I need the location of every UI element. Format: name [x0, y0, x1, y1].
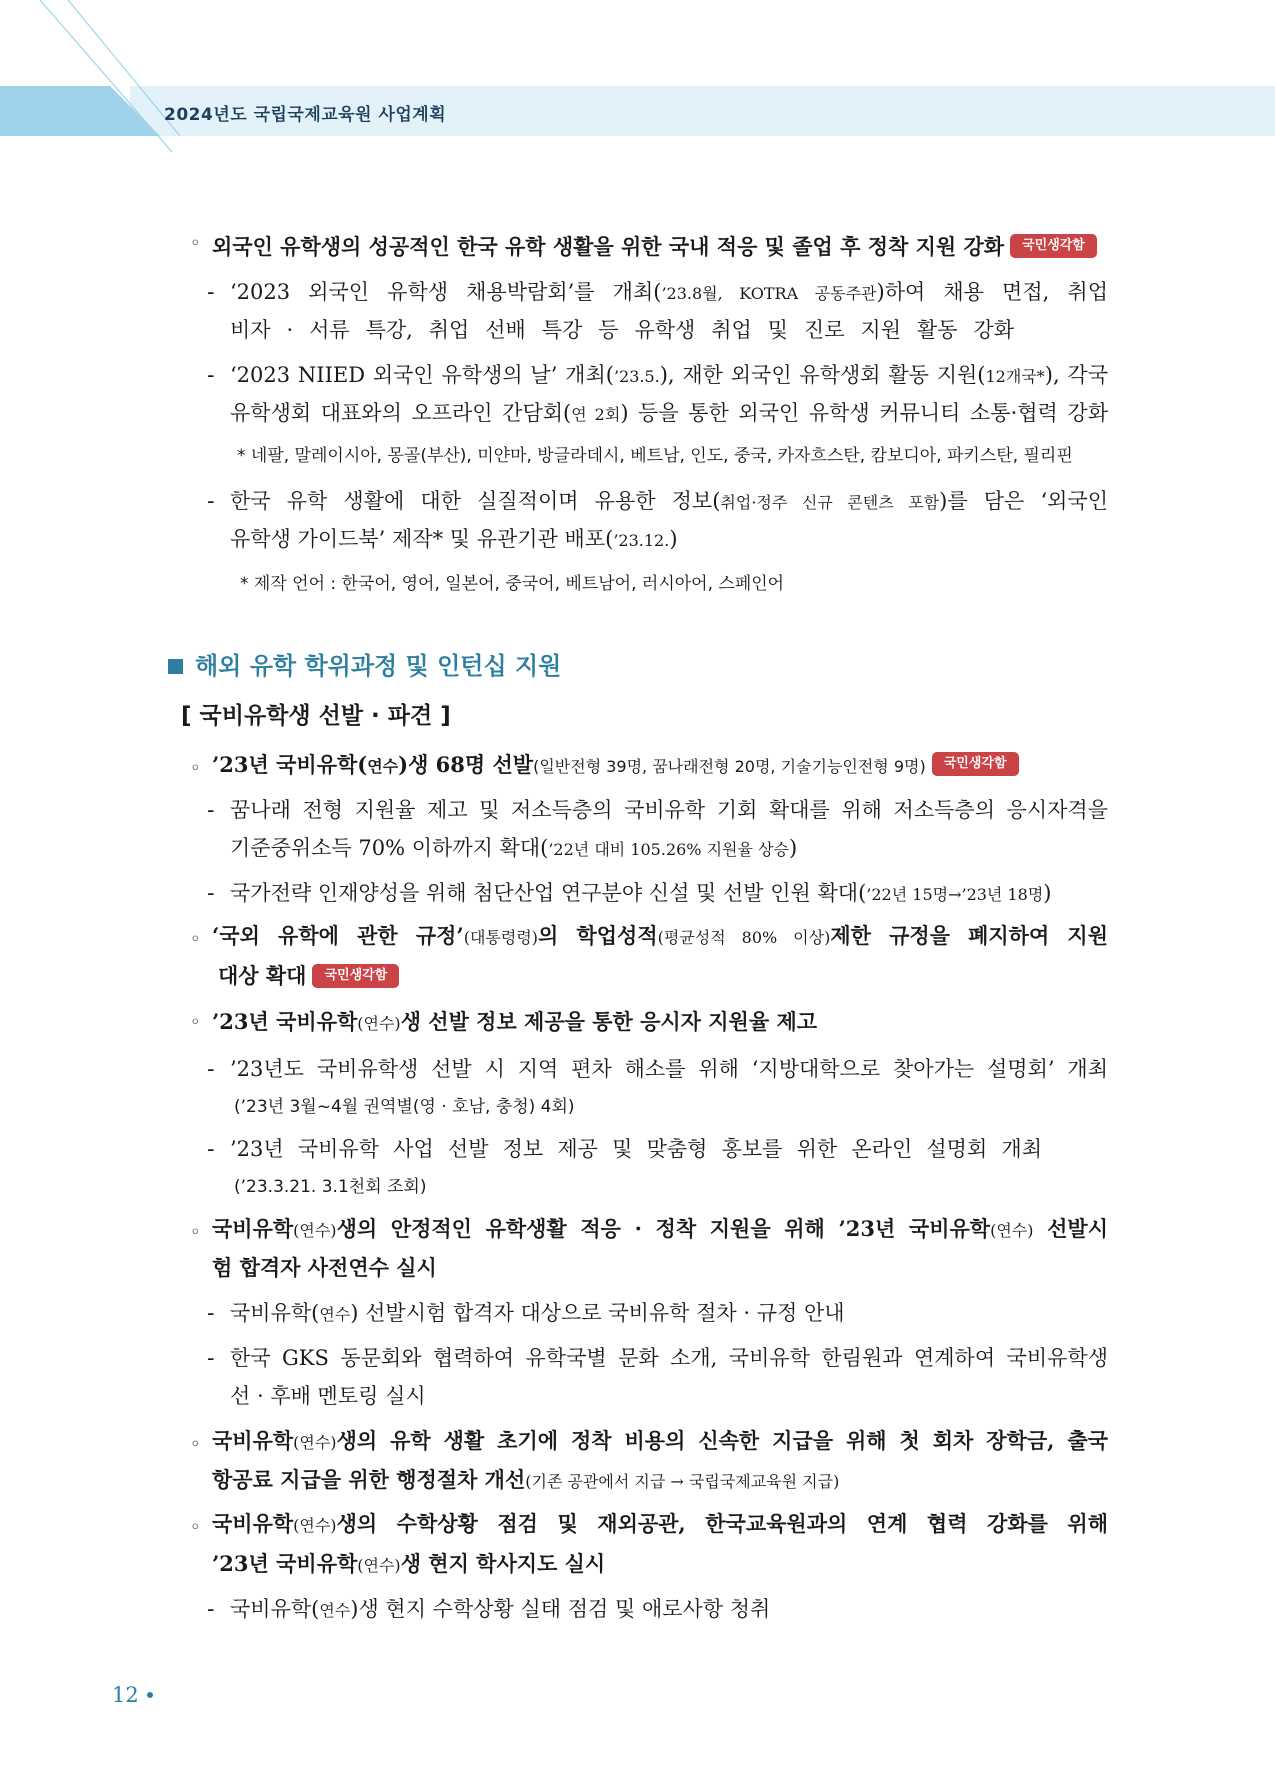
item-heading: 국비유학(연수)생의 수학상황 점검 및 재외공관, 한국교육원과의 연계 협력 강화를 위해 — [212, 1511, 1108, 1536]
square-bullet-icon — [168, 659, 183, 674]
section-heading: 해외 유학 학위과정 및 인턴십 지원 — [168, 646, 561, 681]
dash-marker: - — [207, 1346, 215, 1370]
bullet-marker: ◦ — [190, 758, 201, 779]
item-text: ‘2023 NIIED 외국인 유학생의 날’ 개최(’23.5.), 재한 외국인 유학생회 활동 지원(12개국*), 각국 — [230, 363, 1108, 387]
dot-icon — [147, 1692, 153, 1698]
bullet-marker: ◦ — [190, 233, 201, 254]
item-text: 유학생회 대표와의 오프라인 간담회(연 2회) 등을 통한 외국인 유학생 커뮤니티 소통·협력 강화 — [230, 401, 1108, 425]
item-text: 비자 · 서류 특강, 취업 선배 특강 등 유학생 취업 및 진로 지원 활동 강화 — [230, 318, 1014, 342]
item-text: 선 · 후배 멘토링 실시 — [230, 1384, 426, 1408]
sub-note: (’23년 3월~4월 권역별(영 · 호남, 충청) 4회) — [234, 1097, 575, 1117]
badge-national-idea: 국민생각함 — [932, 752, 1019, 776]
header-title: 2024년도 국립국제교육원 사업계획 — [164, 105, 447, 125]
item-text: 한국 유학 생활에 대한 실질적이며 유용한 정보(취업·정주 신규 콘텐츠 포함)를 담은 ‘외국인 — [230, 489, 1108, 513]
dash-marker: - — [207, 798, 215, 822]
dash-marker: - — [207, 280, 215, 304]
item-text: 유학생 가이드북’ 제작* 및 유관기관 배포(’23.12.) — [230, 527, 678, 551]
item-heading: ’23년 국비유학(연수)생 선발 정보 제공을 통한 응시자 지원율 제고 — [212, 1009, 818, 1034]
item-text: ’23년도 국비유학생 선발 시 지역 편차 해소를 위해 ‘지방대학으로 찾아가는 설명회’ 개최 — [230, 1057, 1108, 1081]
bullet-marker: ◦ — [190, 1222, 201, 1243]
dash-marker: - — [207, 489, 215, 513]
item-text: 국비유학(연수)생 현지 수학상황 실태 점검 및 애로사항 청취 — [230, 1597, 771, 1621]
dash-marker: - — [207, 881, 215, 905]
header-decoration — [0, 0, 1275, 160]
bullet-marker: ◦ — [190, 1012, 201, 1033]
page-number: 12 — [112, 1683, 153, 1707]
dash-marker: - — [207, 1597, 215, 1621]
sub-note: (’23.3.21. 3.1천회 조회) — [234, 1177, 427, 1197]
item-heading: 험 합격자 사전연수 실시 — [212, 1255, 437, 1280]
item-heading: 국비유학(연수)생의 유학 생활 초기에 정착 비용의 신속한 지급을 위해 첫 회차 장학금, 출국 — [212, 1428, 1108, 1453]
item-text: 국가전략 인재양성을 위해 첨단산업 연구분야 신설 및 선발 인원 확대(’22년 15명→’23년 18명) — [230, 881, 1052, 905]
item-text: ’23년 국비유학 사업 선발 정보 제공 및 맞춤형 홍보를 위한 온라인 설명회 개최 — [230, 1137, 1042, 1161]
footnote: * 제작 언어 : 한국어, 영어, 일본어, 중국어, 베트남어, 러시아어, 스페인어 — [240, 574, 785, 594]
item-heading: 국비유학(연수)생의 안정적인 유학생활 적응 · 정착 지원을 위해 ’23년 국비유학(연수) 선발시 — [212, 1216, 1109, 1241]
item-heading: 외국인 유학생의 성공적인 한국 유학 생활을 위한 국내 적응 및 졸업 후 정착 지원 강화 국민생각함 — [212, 228, 1097, 266]
bullet-marker: ◦ — [190, 1517, 201, 1538]
item-text: 꿈나래 전형 지원율 제고 및 저소득층의 국비유학 기회 확대를 위해 저소득층의 응시자격을 — [230, 798, 1108, 822]
badge-national-idea: 국민생각함 — [1010, 234, 1097, 258]
footnote: * 네팔, 말레이시아, 몽골(부산), 미얀마, 방글라데시, 베트남, 인도, 중국, 카자흐스탄, 캄보디아, 파키스탄, 필리핀 — [237, 446, 1073, 466]
item-heading: ’23년 국비유학(연수)생 현지 학사지도 실시 — [212, 1551, 606, 1576]
dash-marker: - — [207, 363, 215, 387]
badge-national-idea: 국민생각함 — [312, 964, 399, 988]
item-heading: 항공료 지급을 위한 행정절차 개선(기존 공관에서 지급 → 국립국제교육원 지급) — [212, 1467, 840, 1492]
item-text: 한국 GKS 동문회와 협력하여 유학국별 문화 소개, 국비유학 한림원과 연계하여 국비유학생 — [230, 1346, 1108, 1370]
bullet-marker: ◦ — [190, 1434, 201, 1455]
item-text: ‘2023 외국인 유학생 채용박람회’를 개최(’23.8월, KOTRA 공동주관)하여 채용 면접, 취업 — [230, 280, 1108, 304]
sub-heading: [ 국비유학생 선발 · 파견 ] — [181, 703, 451, 729]
item-text: 기준중위소득 70% 이하까지 확대(’22년 대비 105.26% 지원율 상승) — [230, 836, 798, 860]
item-heading: 대상 확대 국민생각함 — [218, 957, 399, 995]
item-text: 국비유학(연수) 선발시험 합격자 대상으로 국비유학 절차 · 규정 안내 — [230, 1301, 845, 1325]
dash-marker: - — [207, 1057, 215, 1081]
bullet-marker: ◦ — [190, 929, 201, 950]
item-heading: ‘국외 유학에 관한 규정’(대통령령)의 학업성적(평균성적 80% 이상)제한 규정을 폐지하여 지원 — [212, 923, 1108, 948]
dash-marker: - — [207, 1301, 215, 1325]
dash-marker: - — [207, 1137, 215, 1161]
item-heading: ’23년 국비유학(연수)생 68명 선발(일반전형 39명, 꿈나래전형 20명, 기술기능인전형 9명) 국민생각함 — [212, 746, 1019, 786]
